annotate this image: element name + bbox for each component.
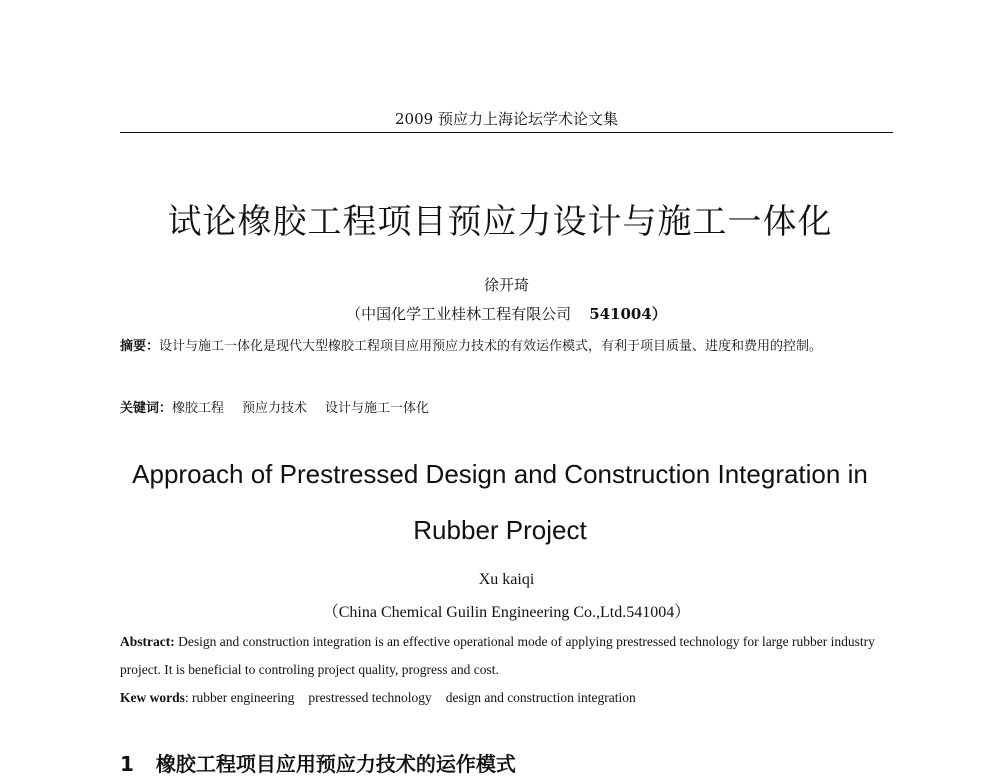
running-header: 2009 预应力上海论坛学术论文集 bbox=[395, 110, 618, 128]
chinese-keywords bbox=[120, 397, 893, 416]
chinese-keywords-label: 关键词： bbox=[120, 401, 173, 416]
chinese-keyword: 预应力技术 bbox=[242, 401, 308, 416]
english-abstract-text: Design and construction integration is an effective operational mode of applying prestressed technology for large rubber industry project. It is beneficial to controling project quality, progress and cost. bbox=[120, 634, 875, 677]
english-keywords bbox=[120, 690, 893, 706]
english-abstract-label: Abstract: bbox=[120, 634, 175, 649]
chinese-postcode: 541004） bbox=[589, 305, 667, 323]
english-keywords-label: Kew words bbox=[120, 690, 185, 705]
english-title bbox=[60, 446, 940, 558]
chinese-abstract-label: 摘要： bbox=[120, 339, 160, 354]
english-affiliation: （China Chemical Guilin Engineering Co.,Ltd.541004） bbox=[322, 604, 691, 621]
chinese-title: 试论橡胶工程项目预应力设计与施工一体化 bbox=[167, 202, 833, 242]
english-author: Xu kaiqi bbox=[478, 571, 535, 588]
chinese-abstract-text: 设计与施工一体化是现代大型橡胶工程项目应用预应力技术的有效运作模式，有利于项目质量、进度和费用的控制。 bbox=[159, 339, 823, 354]
english-abstract bbox=[120, 628, 893, 684]
english-keywords-separator: : bbox=[184, 690, 193, 705]
english-title-line: Approach of Prestressed Design and Construction Integration in bbox=[132, 459, 868, 489]
chinese-keyword: 橡胶工程 bbox=[172, 401, 225, 416]
chinese-author: 徐开琦 bbox=[483, 276, 529, 294]
chinese-affiliation-name: （中国化学工业桂林工程有限公司 bbox=[346, 305, 572, 323]
header-rule bbox=[120, 132, 893, 133]
chinese-affiliation bbox=[120, 303, 893, 324]
english-title-line: Rubber Project bbox=[413, 515, 587, 545]
section-number: 1 bbox=[120, 752, 134, 776]
english-keyword: prestressed technology bbox=[308, 690, 432, 705]
section-title: 橡胶工程项目应用预应力技术的运作模式 bbox=[155, 752, 516, 776]
chinese-abstract bbox=[120, 334, 893, 360]
english-keyword: design and construction integration bbox=[445, 690, 636, 705]
section-heading bbox=[120, 748, 893, 777]
chinese-keyword: 设计与施工一体化 bbox=[325, 401, 430, 416]
english-keyword: rubber engineering bbox=[192, 690, 295, 705]
